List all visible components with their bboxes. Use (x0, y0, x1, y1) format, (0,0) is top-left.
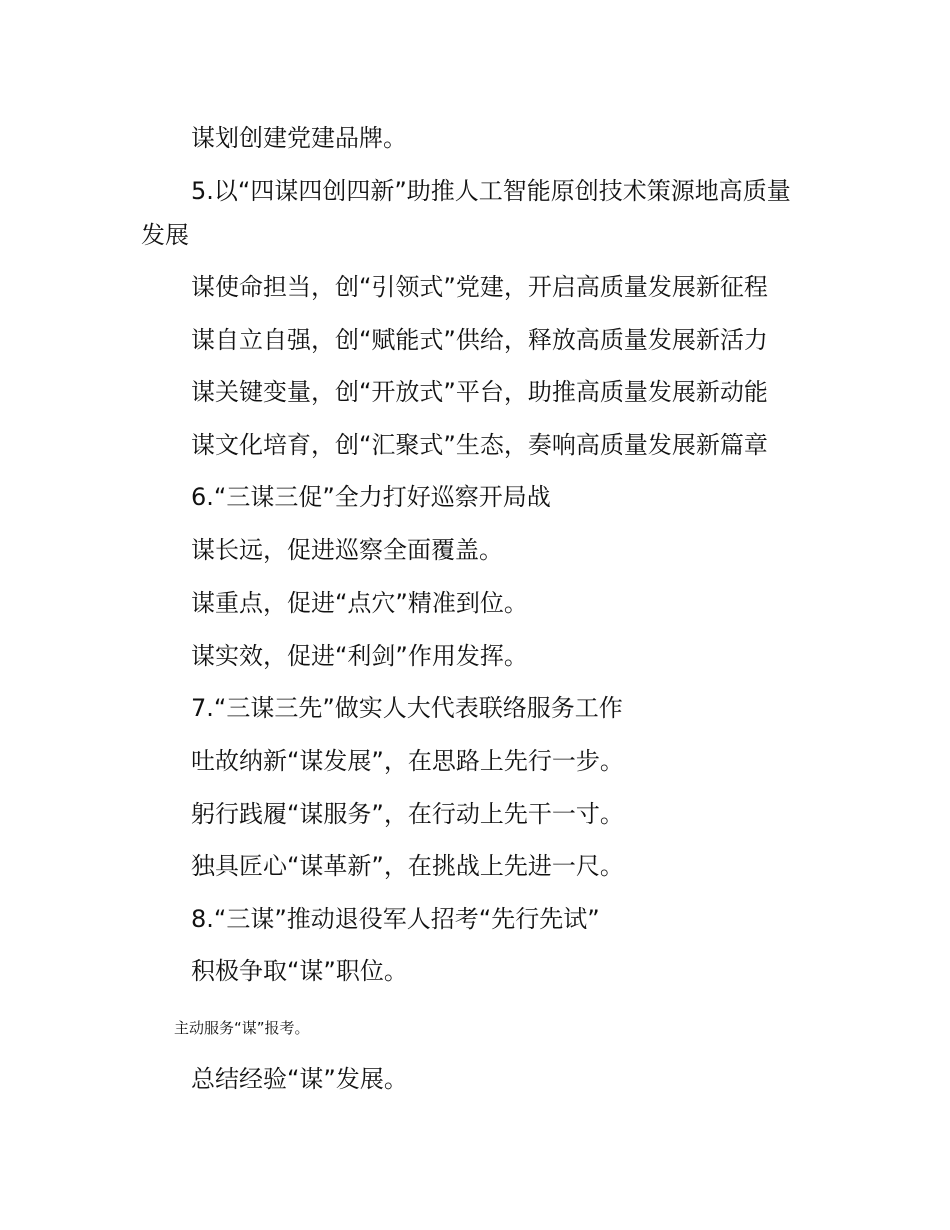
text-line: 独具匠心“谋革新”，在挑战上先进一尺。 (191, 852, 624, 880)
text-line: 总结经验“谋”发展。 (191, 1065, 408, 1093)
text-line: 吐故纳新“谋发展”，在思路上先行一步。 (191, 747, 624, 775)
text-line: 躬行践履“谋服务”，在行动上先干一寸。 (191, 800, 624, 828)
text-line-small: 主动服务“谋”报考。 (174, 1019, 310, 1037)
text-line: 发展 (141, 221, 189, 249)
section-heading: 6.“三谋三促”全力打好巡察开局战 (191, 483, 551, 511)
section-heading: 5.以“四谋四创四新”助推人工智能原创技术策源地高质量 (191, 177, 791, 205)
text-line: 谋使命担当，创“引领式”党建，开启高质量发展新征程 (191, 273, 768, 301)
text-line: 谋重点，促进“点穴”精准到位。 (191, 589, 528, 617)
text-line: 谋关键变量，创“开放式”平台，助推高质量发展新动能 (191, 378, 768, 406)
section-heading: 7.“三谋三先”做实人大代表联络服务工作 (191, 694, 623, 722)
section-heading: 8.“三谋”推动退役军人招考“先行先试” (191, 905, 600, 933)
text-line: 谋文化培育，创“汇聚式”生态，奏响高质量发展新篇章 (191, 431, 768, 459)
text-line: 积极争取“谋”职位。 (191, 957, 408, 985)
text-line: 谋划创建党建品牌。 (191, 124, 407, 152)
text-line: 谋自立自强，创“赋能式”供给，释放高质量发展新活力 (191, 326, 768, 354)
text-line: 谋长远，促进巡察全面覆盖。 (191, 536, 503, 564)
text-line: 谋实效，促进“利剑”作用发挥。 (191, 642, 528, 670)
